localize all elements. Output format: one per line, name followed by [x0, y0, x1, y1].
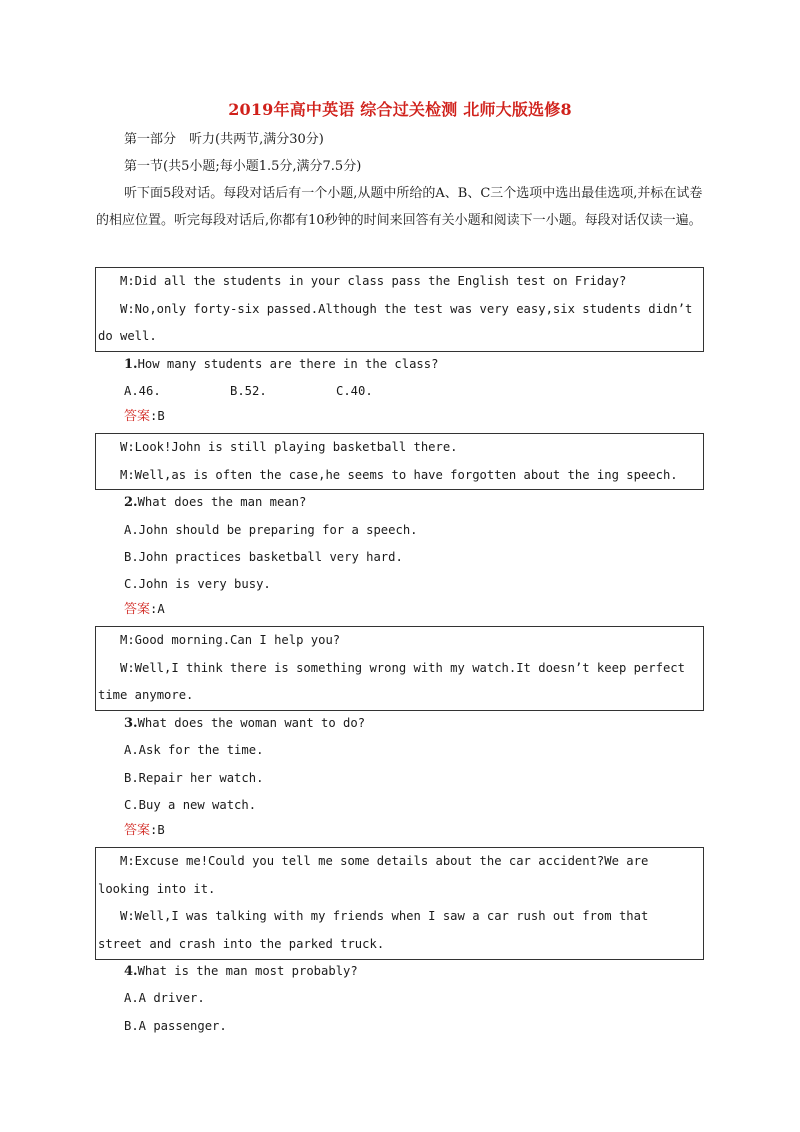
option-a: A.46. — [124, 384, 161, 398]
option-b: B.John practices basketball very hard. — [124, 550, 403, 564]
question-3 — [124, 713, 365, 734]
question-number: 4. — [124, 964, 138, 979]
option-c: C.John is very busy. — [124, 577, 271, 591]
option-b: B.A passenger. — [124, 1019, 227, 1033]
answer-label: 答案 — [124, 602, 151, 617]
question-number: 3. — [124, 716, 138, 731]
dialog-box-1 — [95, 267, 704, 352]
section-heading: 第一节(共5小题;每小题1.5分,满分7.5分) — [124, 159, 362, 174]
option-c: C.Buy a new watch. — [124, 798, 257, 812]
dialog-line: W:Well,I was talking with my friends when I saw a car rush out from that street and crash into the parked truck. — [98, 909, 649, 951]
question-4 — [124, 961, 358, 982]
answer-value: :B — [150, 823, 165, 837]
question-1 — [124, 354, 438, 375]
dialog-line: M:Excuse me!Could you tell me some details about the car accident?We are looking into it. — [98, 854, 649, 896]
dialog-box-2 — [95, 433, 704, 490]
question-number: 2. — [124, 495, 138, 510]
answer-label: 答案 — [124, 823, 151, 838]
dialog-line: W:No,only forty-six passed.Although the test was very easy,six students didn’t do well. — [98, 301, 693, 343]
option-b: B.Repair her watch. — [124, 771, 264, 785]
question-2 — [124, 492, 306, 513]
dialog-line: M:Did all the students in your class pass the English test on Friday? — [120, 274, 627, 288]
option-c: C.40. — [336, 384, 373, 398]
instructions-text: 听下面5段对话。每段对话后有一个小题,从题中所给的A、B、C三个选项中选出最佳选项,并标在试卷的相应位置。听完每段对话后,你都有10秒钟的时间来回答有关小题和阅读下一小题。每段对话仅读一遍。 — [96, 186, 703, 228]
question-text: What does the woman want to do? — [137, 716, 366, 730]
answer-label: 答案 — [124, 409, 151, 424]
page-title: 2019年高中英语 综合过关检测 北师大版选修8 — [228, 100, 572, 119]
question-number: 1. — [124, 357, 138, 372]
question-text: How many students are there in the class? — [137, 357, 439, 371]
options-1 — [124, 381, 373, 401]
dialog-line: M:Well,as is often the case,he seems to have forgotten about the ing speech. — [120, 467, 678, 482]
dialog-line: W:Well,I think there is something wrong with my watch.It doesn’t keep perfect time anymore. — [98, 660, 685, 702]
part-heading: 第一部分 听力(共两节,满分30分) — [124, 132, 324, 147]
dialog-box-3 — [95, 626, 704, 711]
dialog-box-4 — [95, 847, 704, 960]
answer-3 — [124, 820, 165, 841]
question-text: What is the man most probably? — [137, 964, 358, 978]
answer-1 — [124, 406, 165, 427]
answer-2 — [124, 599, 165, 620]
answer-value: :B — [150, 409, 165, 423]
dialog-line: M:Good morning.Can I help you? — [120, 633, 341, 647]
option-a: A.Ask for the time. — [124, 743, 264, 757]
dialog-line: W:Look!John is still playing basketball there. — [120, 440, 458, 454]
option-a: A.John should be preparing for a speech. — [124, 523, 418, 537]
question-text: What does the man mean? — [137, 495, 307, 509]
option-b: B.52. — [230, 384, 267, 398]
option-a: A.A driver. — [124, 991, 205, 1005]
answer-value: :A — [150, 602, 165, 616]
